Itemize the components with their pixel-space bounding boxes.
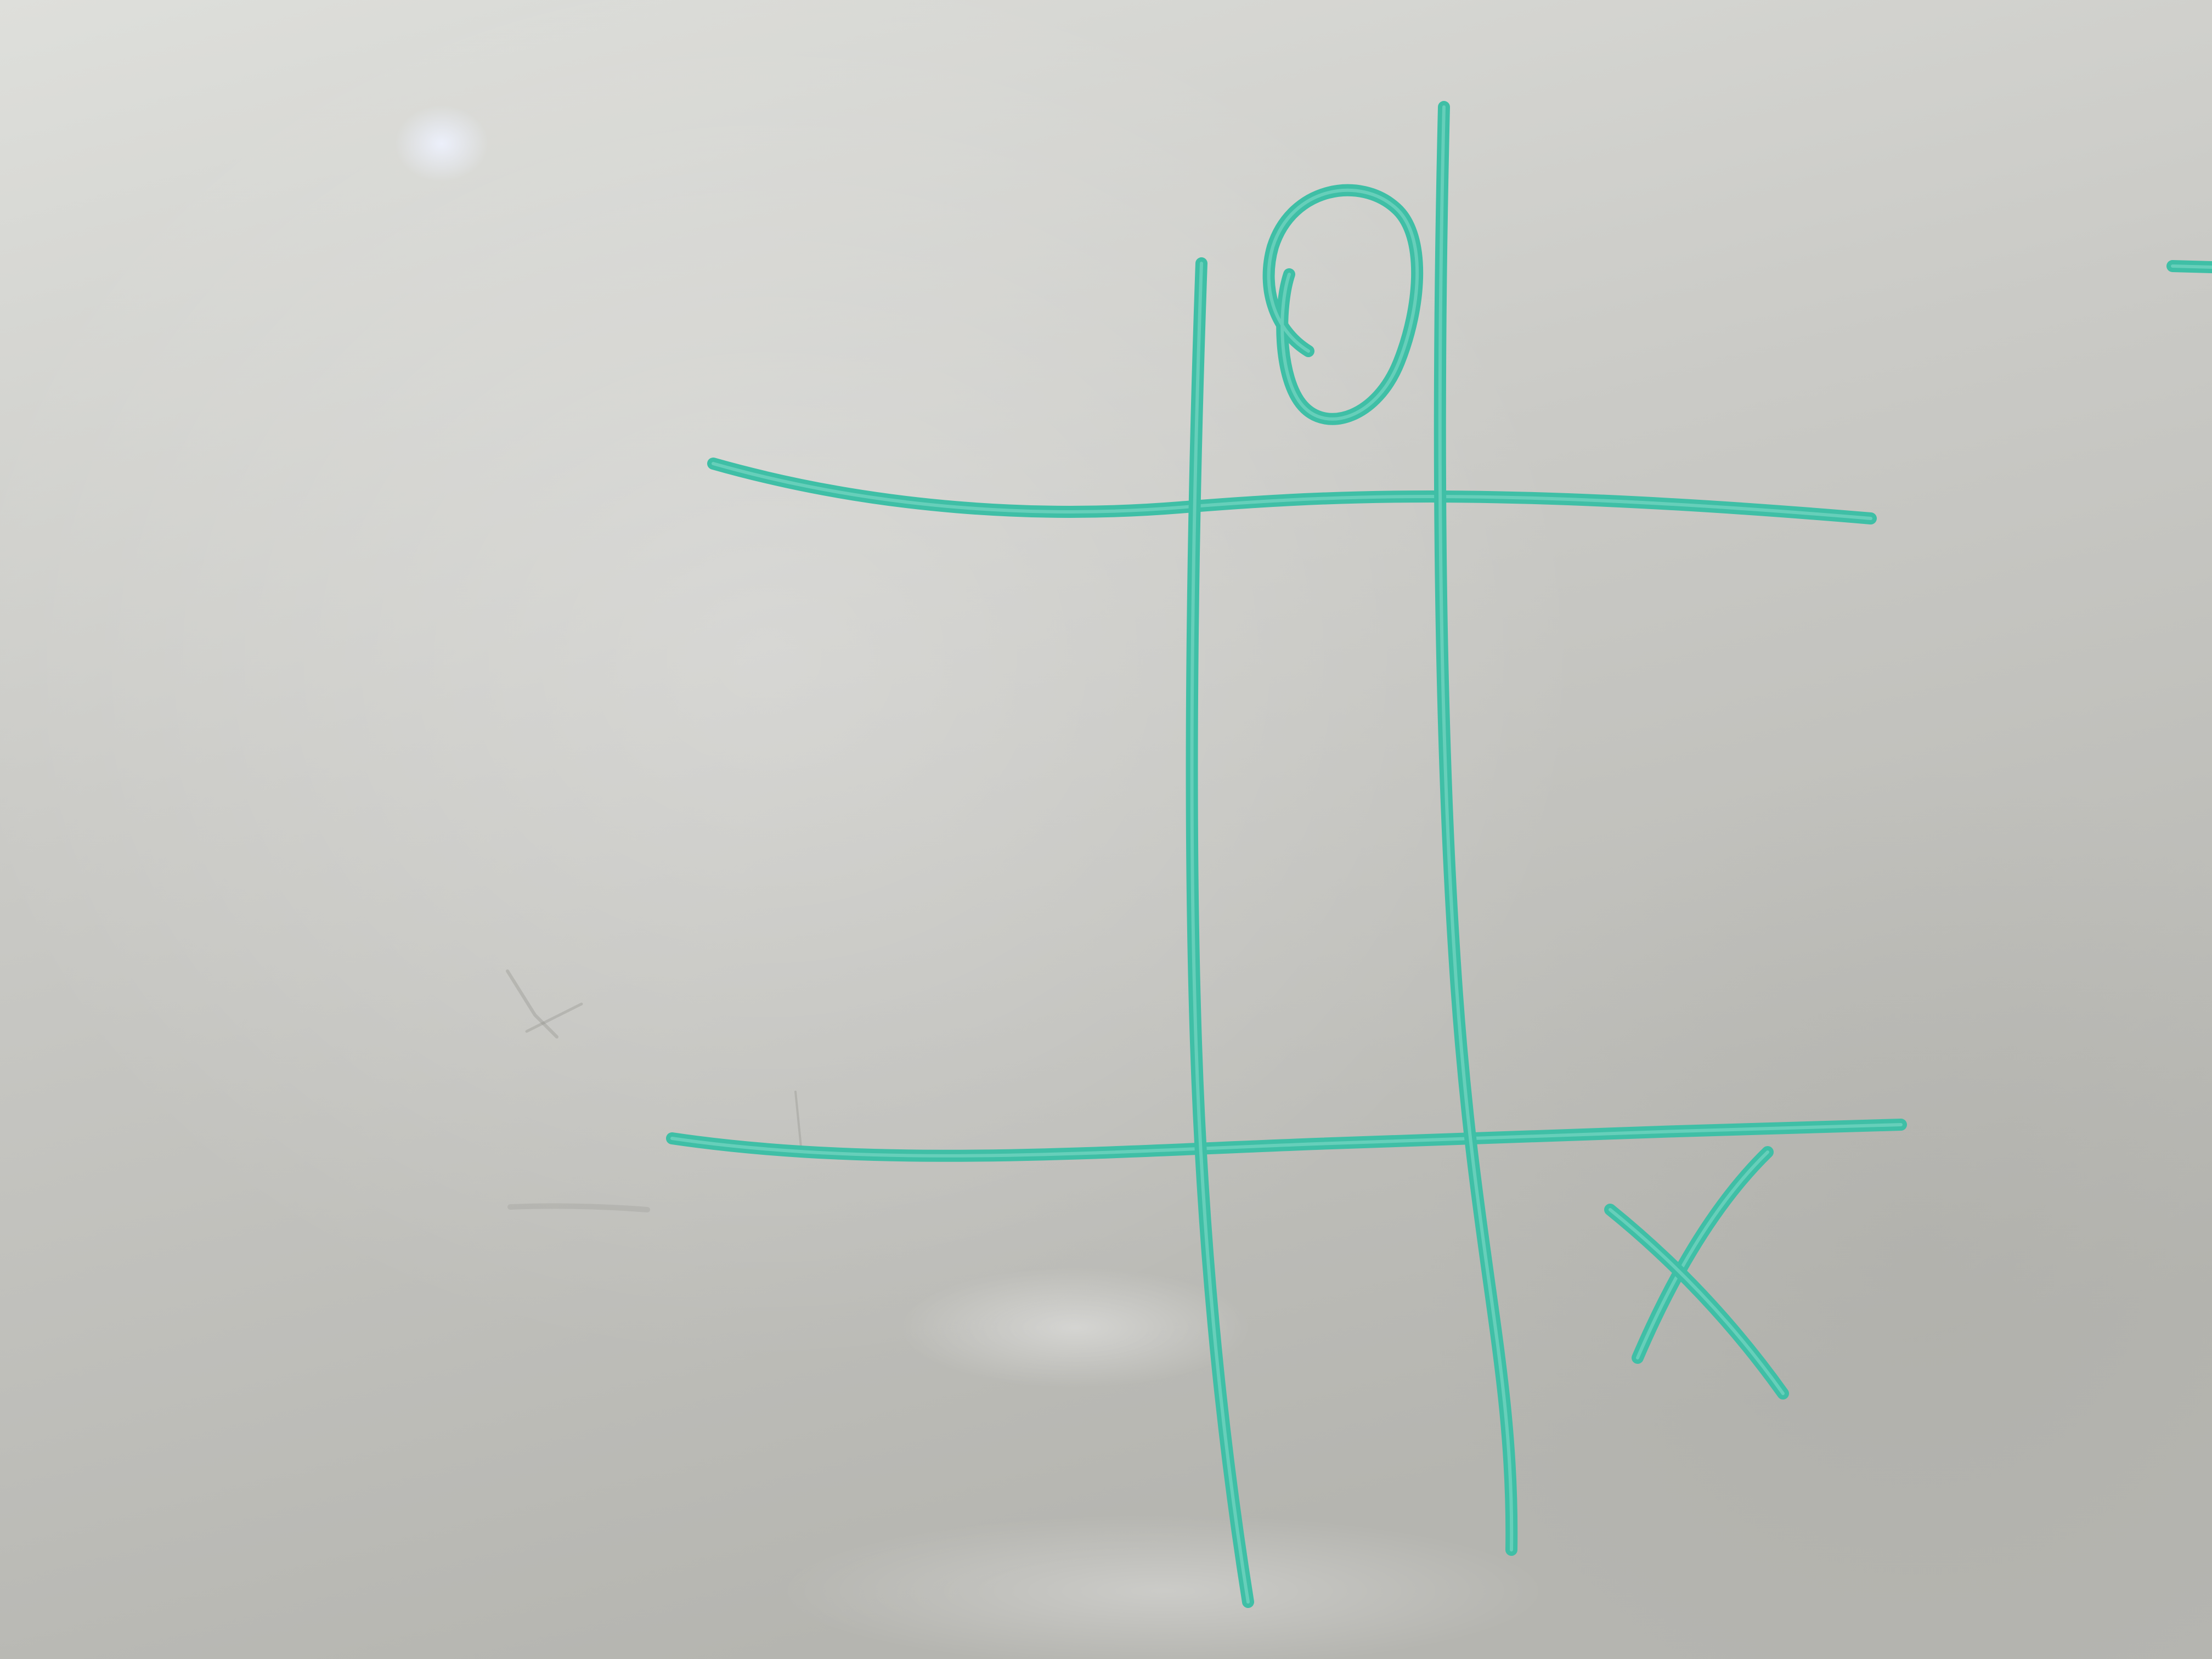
edge-marker-stub-highlight: [2172, 266, 2212, 267]
light-reflection: [395, 105, 488, 182]
light-reflection-lower: [900, 1267, 1251, 1388]
